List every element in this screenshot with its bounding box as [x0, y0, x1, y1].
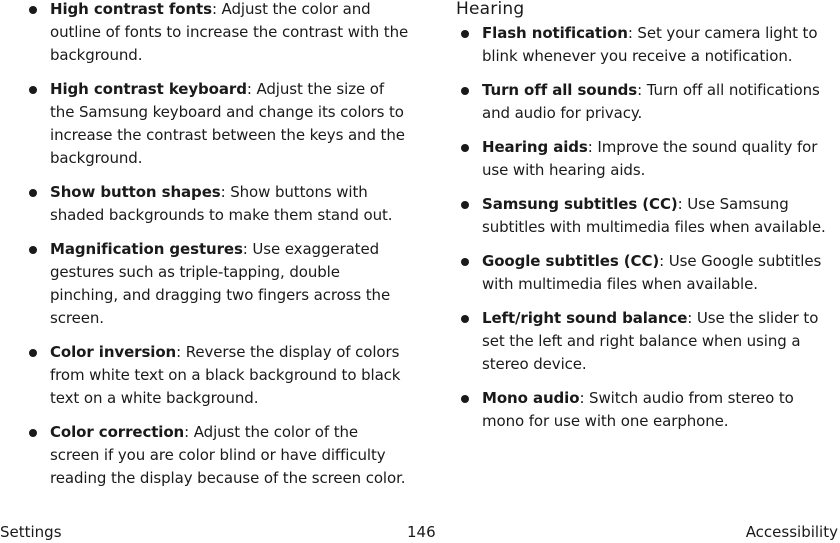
list-item — [456, 307, 840, 376]
section-heading: Hearing — [456, 0, 525, 19]
item-term: Color correction — [50, 423, 185, 441]
item-term: Samsung subtitles (CC) — [482, 195, 678, 213]
list-item — [24, 78, 410, 170]
item-term: Color inversion — [50, 343, 177, 361]
list-item — [24, 0, 410, 67]
list-item — [456, 79, 840, 125]
item-description: : Reverse the display of colors from white text on a black background to black text on a white background. — [50, 343, 401, 407]
page-number: 146 — [407, 523, 436, 541]
item-description: : Use Google subtitles with multimedia files when available. — [482, 252, 822, 293]
list-item — [456, 193, 840, 239]
bullet-icon — [29, 349, 37, 357]
list-item — [24, 421, 410, 490]
list-item — [24, 238, 410, 330]
left-column — [24, 0, 410, 501]
bullet-icon — [461, 144, 469, 152]
list-item — [456, 22, 840, 68]
item-description: : Set your camera light to blink whenever you receive a notification. — [482, 24, 818, 65]
bullet-icon — [461, 30, 469, 38]
bullet-icon — [461, 315, 469, 323]
bullet-icon — [29, 429, 37, 437]
item-term: Mono audio — [482, 389, 580, 407]
item-term: Left/right sound balance — [482, 309, 688, 327]
hearing-feature-list — [456, 22, 840, 433]
item-description: : Adjust the color of the screen if you are color blind or have difficulty reading the display because of the screen color. — [50, 423, 406, 487]
bullet-icon — [29, 86, 37, 94]
bullet-icon — [29, 6, 37, 14]
footer-section-label: Settings — [0, 523, 62, 541]
left-feature-list — [24, 0, 410, 490]
item-term: Google subtitles (CC) — [482, 252, 660, 270]
footer-chapter-label: Accessibility — [745, 523, 838, 541]
item-term: Magnification gestures — [50, 240, 243, 258]
right-column — [456, 0, 840, 444]
list-item — [24, 181, 410, 227]
item-description: : Use exaggerated gestures such as triple-tapping, double pinching, and dragging two fingers across the screen. — [50, 240, 391, 327]
item-description: : Use Samsung subtitles with multimedia files when available. — [482, 195, 826, 236]
item-description: : Switch audio from stereo to mono for use with one earphone. — [482, 389, 794, 430]
item-description: : Turn off all notifications and audio for privacy. — [482, 81, 820, 122]
item-term: Flash notification — [482, 24, 628, 42]
bullet-icon — [461, 395, 469, 403]
item-description: : Use the slider to set the left and right balance when using a stereo device. — [482, 309, 819, 373]
item-description: : Adjust the size of the Samsung keyboard and change its colors to increase the contrast between the keys and the background. — [50, 80, 405, 167]
item-term: Hearing aids — [482, 138, 588, 156]
list-item — [456, 250, 840, 296]
bullet-icon — [29, 189, 37, 197]
list-item — [24, 341, 410, 410]
bullet-icon — [461, 258, 469, 266]
item-term: High contrast keyboard — [50, 80, 247, 98]
item-term: Turn off all sounds — [482, 81, 638, 99]
item-description: : Show buttons with shaded backgrounds to make them stand out. — [50, 183, 393, 224]
bullet-icon — [461, 87, 469, 95]
list-item — [456, 387, 840, 433]
bullet-icon — [461, 201, 469, 209]
bullet-icon — [29, 246, 37, 254]
item-description: : Improve the sound quality for use with hearing aids. — [482, 138, 818, 179]
item-term: Show button shapes — [50, 183, 221, 201]
list-item — [456, 136, 840, 182]
item-description: : Adjust the color and outline of fonts to increase the contrast with the background. — [50, 0, 409, 64]
item-term: High contrast fonts — [50, 0, 212, 18]
